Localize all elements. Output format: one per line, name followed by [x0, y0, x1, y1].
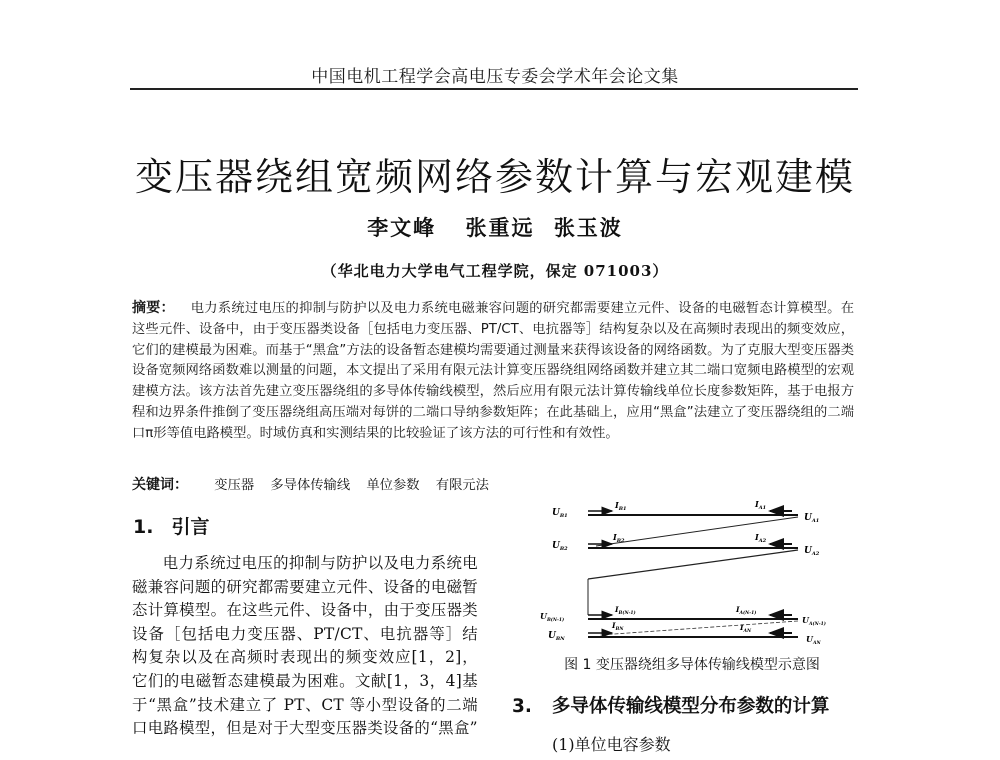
section-title: 多导体传输线模型分布参数的计算 [551, 696, 830, 717]
author-2: 张重远 [465, 215, 535, 240]
section-number: 1. [133, 516, 154, 538]
section-3-heading [512, 692, 829, 718]
label-u-an-1: $U_{A(N-1)}$ [802, 615, 826, 627]
keywords [132, 474, 632, 494]
keyword: 有限元法 [435, 478, 489, 493]
section-1-heading [133, 512, 209, 539]
paragraph: 电力系统过电压的抑制与防护以及电力系统电磁兼容问题的研究都需要建立元件、设备的电磁暂态计算模型。在这些元件、设备中，由于变压器类设备［包括电力变压器、PT/CT、电抗器等］结构复杂以及在高频时表现出的频变效应[1，2]，它们的电磁暂态建模最为困难。文献[1，3，4]基于“黑盒”技术建立了 PT、CT 等小型设备的二端口电路模型，但是对于大型变压器类设备的“黑盒” [132, 554, 478, 738]
author-1: 李文峰 [367, 215, 437, 240]
label-u-bn-1: $U_{B(N-1)}$ [540, 611, 565, 623]
author-list [130, 212, 860, 242]
label-i-b2: $I_{B2}$ [613, 532, 625, 544]
affiliation: （华北电力大学电气工程学院，保定 071003） [321, 262, 669, 280]
abstract-label: 摘要： [132, 300, 175, 316]
label-u-a1: $U_{A1}$ [804, 513, 820, 524]
label-i-b1: $I_{B1}$ [615, 500, 627, 512]
label-i-a1: $I_{A1}$ [755, 499, 767, 511]
abstract-text: 电力系统过电压的抑制与防护以及电力系统电磁兼容问题的研究都需要建立元件、设备的电磁暂态计算模型。在这些元件、设备中，由于变压器类设备［包括电力变压器、PT/CT、电抗器等］结构复杂以及在高频时表现出的频变效应，它们的建模最为困难。而基于“黑盒”方法的设备暂态建模均需要通过测量来获得该设备的网络函数。为了克服大型变压器类设备宽频网络函数难以测量的问题，本文提出了采用有限元法计算变压器绕组网络函数并建立其二端口宽频电路模型的宏观建模方法。该方法首先建立变压器绕组的多导体传输线模型，然后应用有限元法计算传输线单位长度参数矩阵，基于电报方程和边界条件推倒了变压器绕组高压端对每饼的二端口导纳参数矩阵；在此基础上，应用“黑盒”法建立了变压器绕组的二端口π形等值电路模型。时域仿真和实测结果的比较验证了该方法的可行性和有效性。 [132, 301, 855, 441]
author-3: 张玉波 [553, 215, 623, 240]
label-u-an: $U_{AN}$ [806, 634, 821, 646]
keywords-label: 关键词： [132, 477, 188, 493]
label-u-a2: $U_{A2}$ [804, 546, 820, 557]
abstract [132, 298, 854, 445]
figure-1-caption: 图 1 变压器绕组多导体传输线模型示意图 [564, 657, 820, 673]
label-u-b2: $U_{B2}$ [552, 541, 568, 552]
label-i-an: $I_{AN}$ [740, 623, 752, 634]
running-head: 中国电机工程学会高电压专委会学术年会论文集 [311, 67, 679, 87]
label-i-a2: $I_{A2}$ [755, 532, 767, 544]
keyword: 多导体传输线 [270, 478, 351, 493]
section-1-body [132, 552, 478, 741]
label-i-an-1: $I_{A(N-1)}$ [736, 605, 757, 616]
label-i-bn: $I_{BN}$ [612, 621, 624, 632]
keyword: 变压器 [214, 478, 255, 493]
section-title: 引言 [171, 516, 210, 538]
section-number: 3. [512, 696, 532, 717]
label-u-bn: $U_{BN}$ [548, 631, 565, 642]
figure-1-diagram [540, 495, 840, 655]
label-u-b1: $U_{B1}$ [552, 508, 568, 519]
header-rule [130, 88, 858, 90]
paper-title: 变压器绕组宽频网络参数计算与宏观建模 [134, 155, 855, 199]
keyword: 单位参数 [366, 478, 420, 493]
subsection-heading: (1)单位电容参数 [552, 735, 671, 754]
label-i-bn-1: $I_{B(N-1)}$ [615, 605, 636, 616]
